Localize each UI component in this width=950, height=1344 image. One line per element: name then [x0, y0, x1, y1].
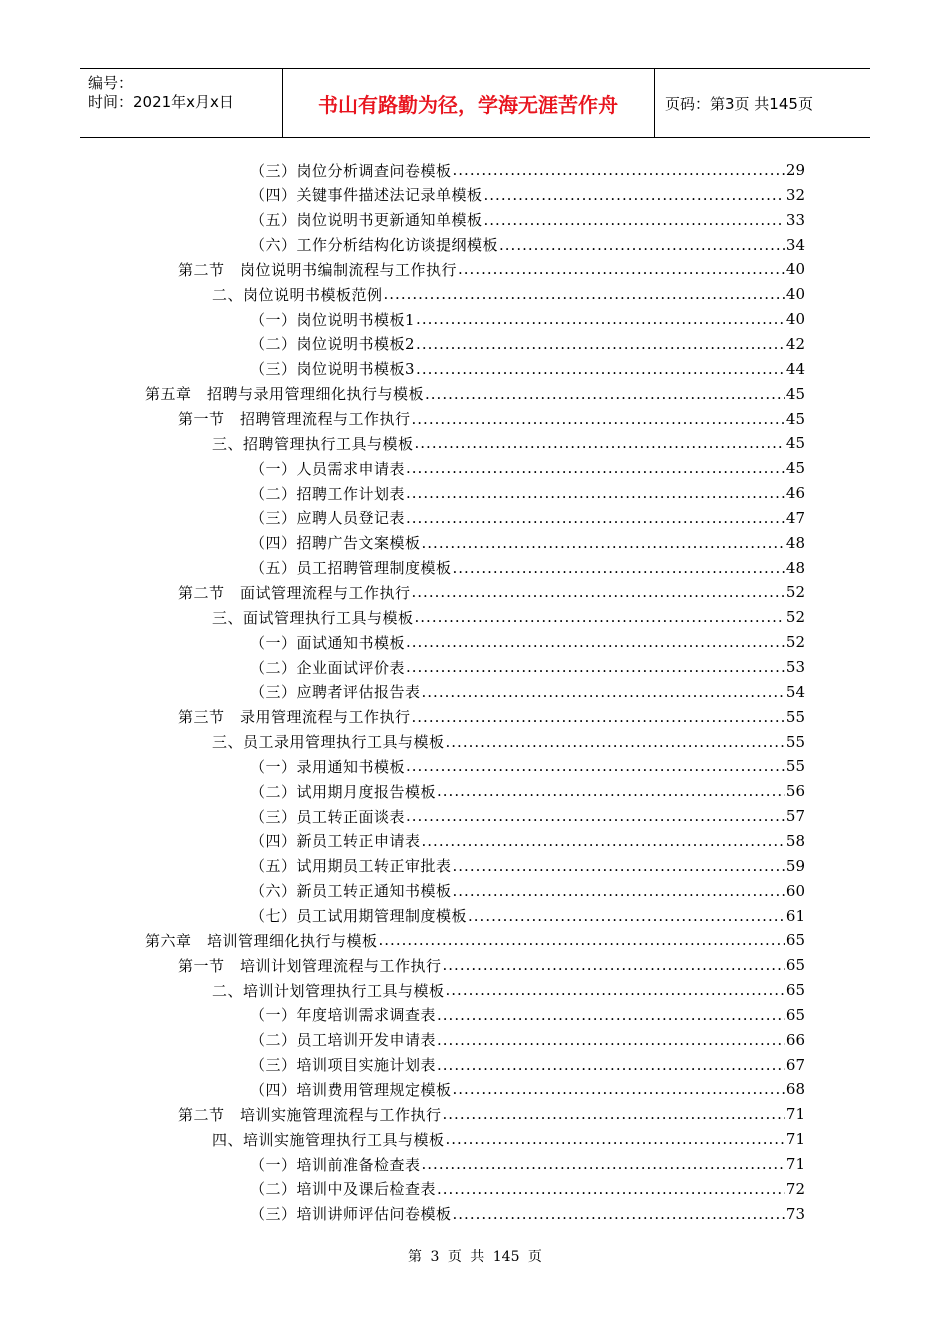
toc-entry-title: （六）新员工转正通知书模板: [250, 882, 452, 901]
toc-entry-title: （三）应聘人员登记表: [250, 509, 406, 528]
toc-leader-dots: [453, 882, 785, 900]
toc-leader-dots: [446, 733, 785, 751]
toc-leader-dots: [406, 459, 785, 477]
toc-entry-page: 45: [785, 384, 805, 403]
toc-entry-title: （三）应聘者评估报告表: [250, 683, 421, 702]
toc-entry[interactable]: [250, 1003, 805, 1027]
toc-entry[interactable]: [250, 854, 805, 878]
toc-entry-title: （二）试用期月度报告模板: [250, 782, 437, 801]
toc-entry[interactable]: [250, 531, 805, 555]
toc-entry-page: 55: [785, 732, 805, 751]
toc-entry[interactable]: [250, 630, 805, 654]
toc-leader-dots: [422, 534, 785, 552]
toc-entry-page: 33: [785, 210, 805, 229]
toc-leader-dots: [416, 335, 785, 353]
toc-entry-page: 55: [785, 707, 805, 726]
toc-entry-page: 67: [785, 1055, 805, 1074]
toc-leader-dots: [416, 310, 785, 328]
toc-entry-title: （五）员工招聘管理制度模板: [250, 559, 452, 578]
toc-entry[interactable]: [250, 307, 805, 331]
toc-entry[interactable]: [250, 754, 805, 778]
toc-entry[interactable]: [250, 804, 805, 828]
toc-leader-dots: [422, 832, 785, 850]
toc-entry[interactable]: [178, 580, 805, 604]
toc-entry-page: 65: [785, 931, 805, 950]
toc-entry[interactable]: [250, 481, 805, 505]
toc-leader-dots: [458, 260, 785, 278]
toc-entry[interactable]: [250, 904, 805, 928]
toc-entry-page: 45: [785, 409, 805, 428]
toc-leader-dots: [415, 434, 785, 452]
toc-leader-dots: [437, 782, 785, 800]
toc-entry-page: 66: [785, 1030, 805, 1049]
toc-leader-dots: [453, 1080, 785, 1098]
toc-entry-title: （五）试用期员工转正审批表: [250, 857, 452, 876]
toc-entry-title: 第一节 招聘管理流程与工作执行: [178, 410, 411, 428]
toc-entry[interactable]: [145, 382, 805, 406]
toc-entry-page: 65: [785, 956, 805, 975]
toc-entry-page: 40: [785, 260, 805, 279]
toc-leader-dots: [437, 1031, 785, 1049]
toc-entry-page: 71: [785, 1155, 805, 1173]
toc-entry-title: 第二节 培训实施管理流程与工作执行: [178, 1105, 442, 1124]
toc-entry-title: 第一节 培训计划管理流程与工作执行: [178, 956, 442, 975]
toc-entry[interactable]: [250, 158, 805, 182]
toc-entry[interactable]: [212, 282, 805, 306]
toc-entry[interactable]: [178, 257, 805, 281]
toc-entry[interactable]: [178, 1102, 805, 1126]
toc-entry[interactable]: [250, 1177, 805, 1201]
toc-leader-dots: [422, 1155, 785, 1173]
toc-entry-page: 58: [785, 831, 805, 850]
toc-entry[interactable]: [250, 680, 805, 704]
toc-leader-dots: [416, 360, 785, 378]
toc-leader-dots: [443, 956, 785, 974]
toc-entry-page: 56: [785, 782, 805, 801]
toc-leader-dots: [446, 1130, 785, 1148]
toc-entry-page: 40: [785, 285, 805, 304]
toc-leader-dots: [406, 484, 785, 502]
toc-entry-page: 48: [785, 558, 805, 577]
toc-entry-title: （二）培训中及课后检查表: [250, 1180, 437, 1199]
toc-entry[interactable]: [212, 978, 805, 1002]
toc-entry-title: （三）岗位分析调查问卷模板: [250, 161, 452, 180]
toc-entry-title: （三）员工转正面谈表: [250, 807, 406, 826]
toc-entry[interactable]: [250, 879, 805, 903]
toc-entry-title: 三、员工录用管理执行工具与模板: [212, 733, 445, 752]
toc-entry[interactable]: [250, 1202, 805, 1226]
toc-entry-title: （四）招聘广告文案模板: [250, 534, 421, 553]
toc-leader-dots: [446, 981, 785, 999]
toc-entry[interactable]: [250, 208, 805, 232]
toc-leader-dots: [406, 807, 785, 825]
toc-entry-page: 54: [785, 682, 805, 701]
toc-entry[interactable]: [250, 332, 805, 356]
toc-entry[interactable]: [250, 655, 805, 679]
page-header: [80, 68, 870, 138]
toc-entry-title: （六）工作分析结构化访谈提纲模板: [250, 236, 499, 255]
toc-entry-title: （二）招聘工作计划表: [250, 484, 406, 503]
toc-leader-dots: [422, 683, 785, 701]
toc-entry-title: （二）员工培训开发申请表: [250, 1031, 437, 1050]
toc-entry-page: 45: [785, 459, 805, 478]
header-motto: 书山有路勤为径，学海无涯苦作舟: [282, 69, 655, 137]
toc-entry-title: 二、培训计划管理执行工具与模板: [212, 981, 445, 1000]
toc-entry[interactable]: [250, 556, 805, 580]
toc-entry-page: 44: [785, 359, 805, 378]
toc-leader-dots: [384, 285, 785, 303]
toc-leader-dots: [415, 608, 785, 626]
toc-entry-title: 三、招聘管理执行工具与模板: [212, 434, 414, 453]
toc-leader-dots: [437, 1180, 785, 1198]
toc-entry[interactable]: [250, 233, 805, 257]
toc-leader-dots: [412, 410, 785, 428]
toc-leader-dots: [406, 633, 785, 651]
toc-entry-page: 52: [785, 633, 805, 652]
toc-entry-title: （四）培训费用管理规定模板: [250, 1080, 452, 1099]
toc-leader-dots: [437, 1056, 785, 1074]
toc-entry-title: （三）培训讲师评估问卷模板: [250, 1205, 452, 1224]
toc-leader-dots: [412, 708, 785, 726]
toc-entry-title: 第二节 面试管理流程与工作执行: [178, 583, 411, 602]
toc-entry[interactable]: [212, 605, 805, 629]
toc-leader-dots: [453, 1205, 785, 1223]
header-page-info: 页码：第3页 共145页: [665, 94, 813, 113]
toc-leader-dots: [379, 931, 785, 949]
toc-entry-title: 四、培训实施管理执行工具与模板: [212, 1130, 445, 1149]
toc-entry[interactable]: [250, 829, 805, 853]
toc-entry-title: （二）岗位说明书模板2: [250, 335, 416, 354]
toc-entry[interactable]: [178, 407, 805, 431]
toc-entry[interactable]: [250, 456, 805, 480]
toc-entry-page: 65: [785, 1005, 805, 1024]
toc-entry-page: 59: [785, 856, 805, 875]
toc-entry[interactable]: [145, 928, 805, 952]
toc-entry-page: 73: [785, 1204, 805, 1223]
toc-entry[interactable]: [178, 953, 805, 977]
document-time-label: 时间：2021年x月x日: [88, 93, 234, 111]
toc-leader-dots: [406, 757, 785, 775]
toc-entry-page: 65: [785, 981, 805, 1000]
toc-leader-dots: [468, 907, 785, 925]
toc-entry-page: 29: [785, 161, 805, 179]
toc-entry-page: 45: [785, 434, 805, 453]
toc-entry-page: 47: [785, 508, 805, 527]
toc-leader-dots: [453, 857, 785, 875]
toc-entry-page: 61: [785, 906, 805, 925]
toc-entry-title: （四）新员工转正申请表: [250, 832, 421, 851]
toc-entry[interactable]: [212, 730, 805, 754]
toc-entry-page: 53: [785, 658, 805, 676]
toc-entry-page: 71: [785, 1130, 805, 1149]
toc-leader-dots: [453, 161, 785, 179]
toc-entry-title: 第六章 培训管理细化执行与模板: [145, 931, 378, 950]
toc-entry-page: 34: [785, 235, 805, 254]
toc-entry-page: 71: [785, 1105, 805, 1124]
toc-entry-title: （一）人员需求申请表: [250, 459, 406, 478]
toc-entry-page: 52: [785, 583, 805, 602]
toc-leader-dots: [484, 186, 785, 204]
toc-entry[interactable]: [250, 1077, 805, 1101]
toc-entry-page: 55: [785, 757, 805, 776]
toc-entry[interactable]: [212, 1127, 805, 1151]
toc-entry-page: 46: [785, 484, 805, 503]
toc-entry-page: 52: [785, 608, 805, 627]
toc-entry-title: （一）年度培训需求调查表: [250, 1006, 437, 1025]
toc-leader-dots: [412, 583, 785, 601]
toc-entry[interactable]: [250, 357, 805, 381]
toc-entry-title: （四）关键事件描述法记录单模板: [250, 186, 483, 205]
toc-leader-dots: [425, 385, 785, 403]
toc-entry-title: （一）面试通知书模板: [250, 633, 406, 652]
toc-entry-page: 57: [785, 807, 805, 826]
toc-entry-page: 32: [785, 185, 805, 204]
toc-entry-title: （二）企业面试评价表: [250, 658, 406, 677]
toc-entry-title: （一）录用通知书模板: [250, 757, 406, 776]
toc-entry-title: （三）岗位说明书模板3: [250, 360, 416, 379]
toc-leader-dots: [484, 211, 785, 229]
header-info-cell: [80, 69, 283, 137]
toc-entry[interactable]: [178, 705, 805, 729]
toc-leader-dots: [443, 1105, 785, 1123]
toc-entry-title: （五）岗位说明书更新通知单模板: [250, 211, 483, 230]
toc-entry-title: 第二节 岗位说明书编制流程与工作执行: [178, 260, 458, 279]
toc-leader-dots: [406, 658, 785, 676]
toc-leader-dots: [453, 559, 785, 577]
toc-entry-page: 72: [785, 1179, 805, 1198]
toc-entry-title: （一）岗位说明书模板1: [250, 310, 416, 329]
toc-entry-page: 68: [785, 1080, 805, 1099]
toc-entry[interactable]: [250, 1053, 805, 1077]
toc-entry-page: 48: [785, 533, 805, 552]
toc-leader-dots: [437, 1006, 785, 1024]
page-footer: 第 3 页 共 145 页: [408, 1249, 542, 1265]
toc-entry-title: （七）员工试用期管理制度模板: [250, 907, 468, 925]
toc-entry-title: 三、面试管理执行工具与模板: [212, 608, 414, 627]
toc-leader-dots: [499, 236, 785, 254]
toc-entry[interactable]: [250, 779, 805, 803]
toc-entry[interactable]: [250, 1152, 805, 1176]
toc-entry[interactable]: [212, 431, 805, 455]
toc-entry[interactable]: [250, 183, 805, 207]
toc-entry-title: 第三节 录用管理流程与工作执行: [178, 708, 411, 727]
toc-entry-page: 40: [785, 310, 805, 329]
toc-entry[interactable]: [250, 1028, 805, 1052]
toc-entry-page: 60: [785, 881, 805, 900]
toc-leader-dots: [406, 509, 785, 527]
toc-entry-title: （一）培训前准备检查表: [250, 1155, 421, 1174]
document-number-label: 编号：: [88, 74, 134, 92]
toc-entry-title: 第五章 招聘与录用管理细化执行与模板: [145, 385, 425, 404]
toc-entry[interactable]: [250, 506, 805, 530]
toc-entry-page: 42: [785, 334, 805, 353]
toc-entry-title: 二、岗位说明书模板范例: [212, 285, 383, 304]
toc-entry-title: （三）培训项目实施计划表: [250, 1056, 437, 1075]
